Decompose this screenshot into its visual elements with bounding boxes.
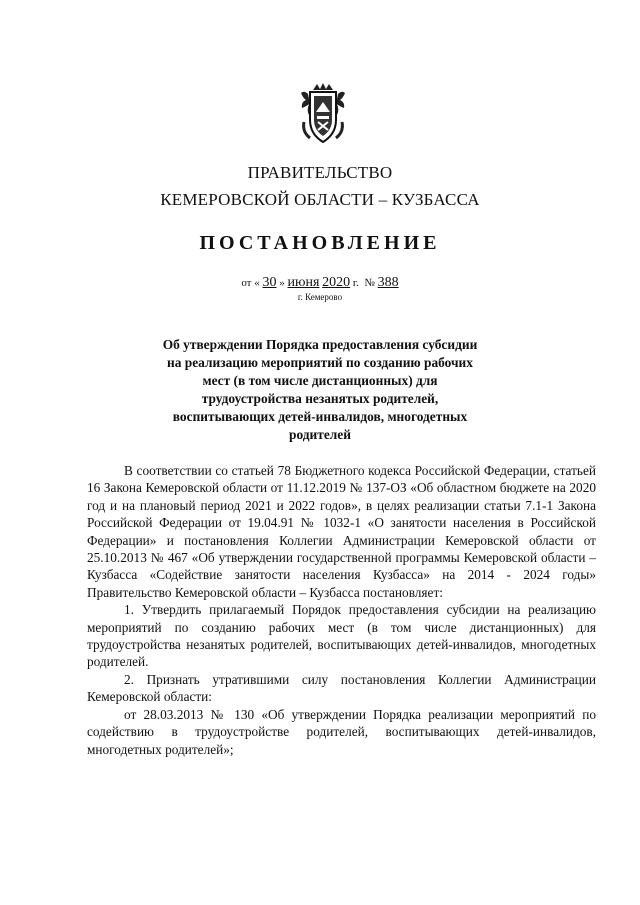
document-title: Об утверждении Порядка предоставления субсидии на реализацию мероприятий по созданию рабочих мест (в том числе дистанционных) для трудоустройства незанятых родителей, воспитывающих детей-инвалидов, многодетных родителей (162, 337, 478, 442)
organization-name-line2: КЕМЕРОВСКОЙ ОБЛАСТИ – КУЗБАССА (160, 190, 480, 209)
body-paragraph: 1. Утвердить прилагаемый Порядок предоставления субсидии на реализацию мероприятий по созданию рабочих мест (в том числе дистанционных) для трудоустройства незанятых родителей, воспитывающих детей-инвалидов, многодетных родителей. (87, 602, 596, 670)
date-mid: » (279, 277, 285, 289)
document-body (87, 462, 596, 758)
date-year: 2020 (322, 275, 351, 290)
body-paragraph: 2. Признать утратившими силу постановления Коллегии Администрации Кемеровской области: (87, 671, 596, 705)
date-month: июня (287, 275, 320, 290)
body-paragraph: В соответствии со статьей 78 Бюджетного кодекса Российской Федерации, статьей 16 Закона Кемеровской области от 11.12.2019 № 137-ОЗ «Об областном бюджете на 2020 год и на плановый период 2021 и 2022 годов», в целях реализации статьи 7.1-1 Закона Российской Федерации от 19.04.91 № 1032-1 «О занятости населения в Российской Федерации» и постановления Коллегии Администрации Кемеровской области от 25.10.2013 № 467 «Об утверждении государственной программы Кемеровской области – Кузбасса «Содействие занятости населения Кузбасса» на 2014 - 2024 годы» Правительство Кемеровской области – Кузбасса постановляет: (87, 463, 596, 600)
body-paragraph: от 28.03.2013 № 130 «Об утверждении Порядка реализации мероприятий по содействию в трудоустройстве родителей, воспитывающих детей-инвалидов, многодетных родителей»; (87, 706, 596, 757)
date-prefix: от « (241, 277, 260, 289)
number-label: № (364, 277, 375, 289)
document-number: 388 (377, 275, 399, 290)
coat-of-arms-icon (298, 82, 348, 146)
document-type: ПОСТАНОВЛЕНИЕ (199, 232, 441, 254)
document-date-number (0, 275, 640, 291)
date-year-suffix: г. (352, 277, 359, 289)
date-day: 30 (262, 275, 277, 290)
place-of-issue: г. Кемерово (297, 292, 343, 302)
organization-name-line1: ПРАВИТЕЛЬСТВО (247, 163, 393, 182)
